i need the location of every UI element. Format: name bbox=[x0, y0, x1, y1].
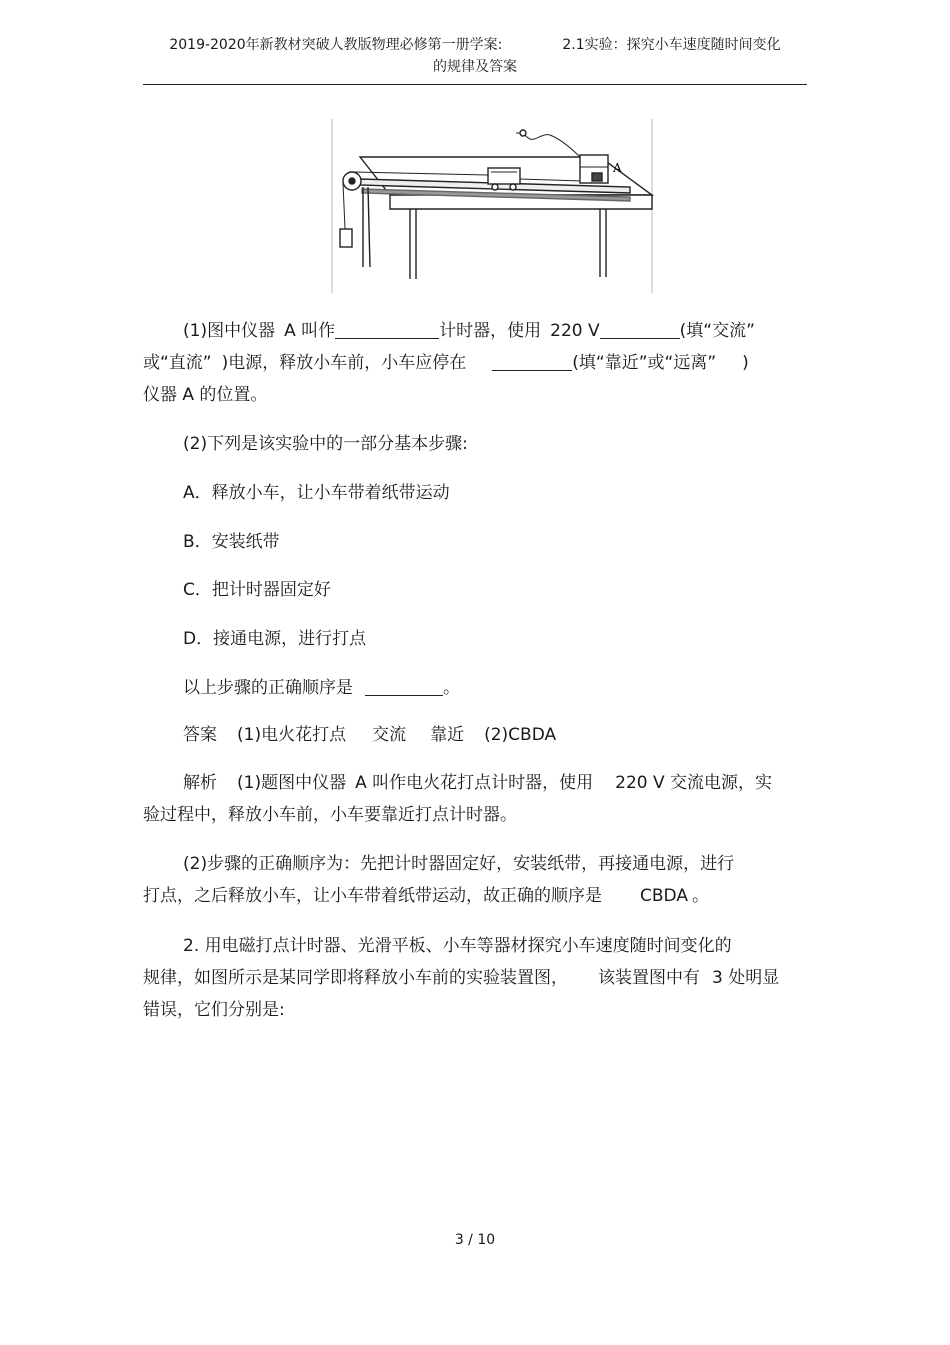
answer-blank-1 bbox=[335, 320, 439, 339]
answer-blank-4 bbox=[365, 677, 443, 696]
step-c: C．把计时器固定好 bbox=[183, 580, 331, 600]
analysis-part-1: 解析 (1)题图中仪器 A 叫作电火花打点计时器，使用 220 V 交流电源，实 验过程中，释放小车前，小车要靠近打点计时器。 bbox=[143, 773, 773, 825]
answer-blank-3 bbox=[492, 352, 572, 371]
apparatus-figure bbox=[330, 117, 654, 295]
question-1-part-2: (2)下列是该实验中的一部分基本步骤: bbox=[183, 434, 468, 454]
figure-label-a: A bbox=[613, 161, 622, 175]
step-b: B．安装纸带 bbox=[183, 532, 280, 552]
step-a: A．释放小车，让小车带着纸带运动 bbox=[183, 483, 450, 503]
order-question: 以上步骤的正确顺序是 。 bbox=[183, 678, 460, 698]
question-1-part-1: (1)图中仪器 A 叫作 计时器，使用 220 V (填“交流” 或“直流” )电源，释放小车前，小车应停在 (填“靠近”或“远离” ) 仪器 A 的位置。 bbox=[143, 321, 755, 405]
answer-label: 答案 bbox=[183, 725, 217, 745]
header-subtitle: 2.1实验：探究小车速度随时间变化 bbox=[562, 37, 781, 53]
header-divider bbox=[143, 84, 807, 85]
question-2: 2. 用电磁打点计时器、光滑平板、小车等器材探究小车速度随时间变化的 规律，如图所示是某同学即将释放小车前的实验装置图， 该装置图中有 3 处明显 错误，它们分别是: bbox=[143, 936, 780, 1020]
analysis-part-2: (2)步骤的正确顺序为：先把计时器固定好，安装纸带，再接通电源，进行 打点，之后释放小车，让小车带着纸带运动，故正确的顺序是 CBDA 。 bbox=[143, 854, 735, 906]
page-number: 3 / 10 bbox=[454, 1232, 496, 1248]
header-title: 2019-2020年新教材突破人教版物理必修第一册学案: bbox=[169, 37, 503, 53]
page-header bbox=[143, 34, 807, 78]
step-d: D．接通电源，进行打点 bbox=[183, 629, 367, 649]
answer-blank-2 bbox=[600, 320, 680, 339]
apparatus-diagram bbox=[330, 117, 654, 295]
header-line-2: 的规律及答案 bbox=[433, 59, 517, 75]
answer-line: 答案 (1)电火花打点 交流 靠近 (2)CBDA bbox=[183, 725, 557, 745]
analysis-label: 解析 bbox=[183, 773, 217, 793]
header-line-1 bbox=[143, 34, 807, 56]
